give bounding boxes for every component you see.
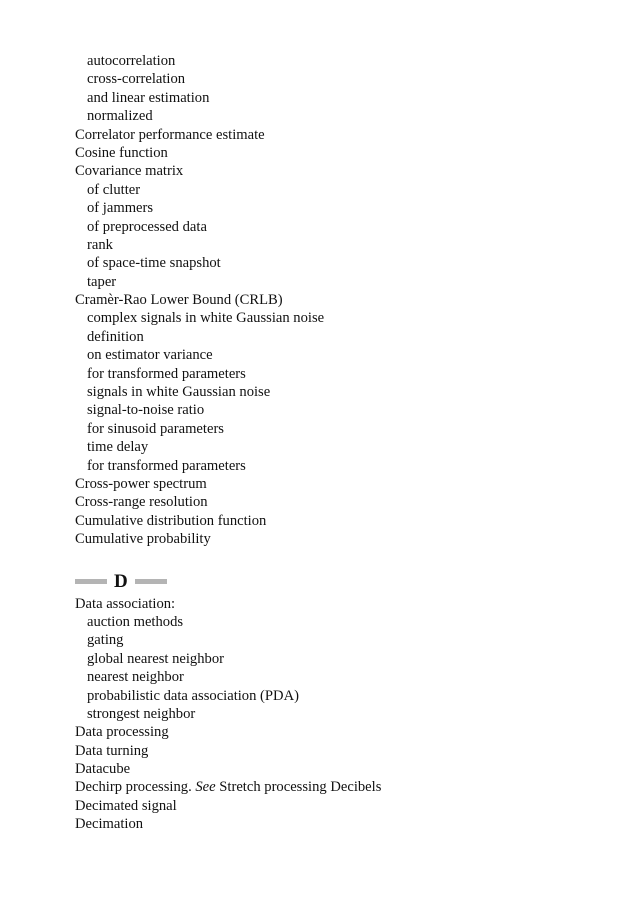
- index-entry: complex signals in white Gaussian noise: [87, 310, 325, 327]
- index-entry: rank: [87, 236, 113, 253]
- index-entry-dechirp: [75, 778, 595, 796]
- index-entry: for transformed parameters: [87, 365, 246, 382]
- index-entry: Data association:: [75, 595, 176, 612]
- index-entry: on estimator variance: [87, 347, 213, 364]
- index-section-c: [75, 52, 595, 549]
- index-entry: Datacube: [75, 761, 131, 778]
- index-entry: Cumulative distribution function: [75, 512, 267, 529]
- index-entry: normalized: [87, 108, 153, 125]
- index-entry: Cramèr-Rao Lower Bound (CRLB): [75, 292, 283, 309]
- index-entry: and linear estimation: [87, 89, 210, 106]
- index-entry: of jammers: [87, 200, 154, 217]
- index-entry: for sinusoid parameters: [87, 420, 224, 437]
- letter-divider-right: [135, 579, 167, 584]
- index-entry: auction methods: [87, 613, 184, 630]
- index-entry: strongest neighbor: [87, 705, 196, 722]
- index-entry: Cross-power spectrum: [75, 475, 207, 492]
- index-entry: Cosine function: [75, 144, 168, 161]
- letter-divider-left: [75, 579, 107, 584]
- index-entry: Decimation: [75, 816, 144, 833]
- dechirp-text: Dechirp processing.: [75, 779, 196, 796]
- index-entry: of clutter: [87, 181, 141, 198]
- index-entry: of space-time snapshot: [87, 255, 221, 272]
- index-entry: Decimated signal: [75, 797, 177, 814]
- index-section-d: [75, 595, 595, 834]
- section-letter: D: [114, 570, 128, 592]
- index-entry: Data turning: [75, 742, 149, 759]
- index-entry: for transformed parameters: [87, 457, 246, 474]
- index-entry: Data processing: [75, 724, 169, 741]
- index-entry: Cross-range resolution: [75, 494, 208, 511]
- index-entry: signal-to-noise ratio: [87, 402, 205, 419]
- index-entry: nearest neighbor: [87, 669, 184, 686]
- index-entry: Correlator performance estimate: [75, 126, 265, 143]
- index-entry: gating: [87, 632, 124, 649]
- index-entry: definition: [87, 328, 144, 345]
- section-letter-header: [75, 569, 595, 595]
- index-entry: of preprocessed data: [87, 218, 207, 235]
- index-entry: time delay: [87, 439, 149, 456]
- index-entry: global nearest neighbor: [87, 650, 224, 667]
- dechirp-target: Stretch processing Decibels: [215, 779, 382, 796]
- index-entry: Covariance matrix: [75, 163, 184, 180]
- see-reference: See: [195, 779, 216, 796]
- index-page: [75, 52, 595, 834]
- index-entry: probabilistic data association (PDA): [87, 687, 299, 704]
- index-entry: autocorrelation: [87, 53, 176, 69]
- index-entry: Cumulative probability: [75, 531, 211, 548]
- index-entry: signals in white Gaussian noise: [87, 384, 271, 401]
- index-entry: taper: [87, 273, 117, 290]
- index-entry: cross-correlation: [87, 71, 186, 88]
